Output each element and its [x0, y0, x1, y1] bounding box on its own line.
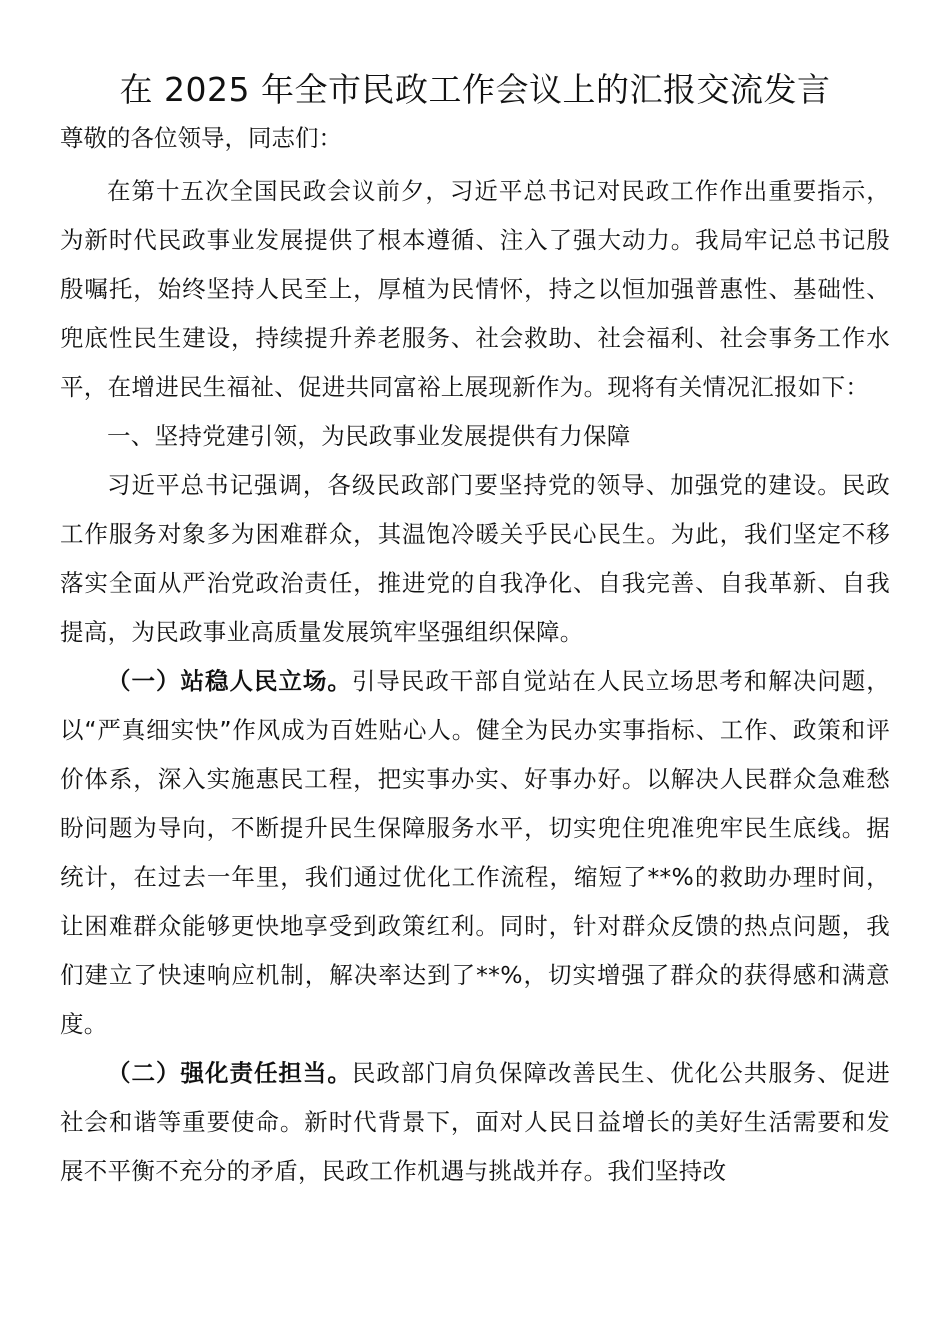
item-paragraph	[60, 657, 890, 1049]
section-paragraph: 习近平总书记强调，各级民政部门要坚持党的领导、加强党的建设。民政工作服务对象多为困难群众，其温饱冷暖关乎民心民生。为此，我们坚定不移落实全面从严治党政治责任，推进党的自我净化、自我完善、自我革新、自我提高，为民政事业高质量发展筑牢坚强组织保障。	[60, 471, 890, 646]
item-text: 引导民政干部自觉站在人民立场思考和解决问题，以“严真细实快”作风成为百姓贴心人。健全为民办实事指标、工作、政策和评价体系，深入实施惠民工程，把实事办实、好事办好。以解决人民群众急难愁盼问题为导向，不断提升民生保障服务水平，切实兜住兜准兜牢民生底线。据统计，在过去一年里，我们通过优化工作流程，缩短了**%的救助办理时间，让困难群众能够更快地享受到政策红利。同时，针对群众反馈的热点问题，我们建立了快速响应机制，解决率达到了**%，切实增强了群众的获得感和满意度。	[60, 667, 890, 1038]
item-text: 民政部门肩负保障改善民生、优化公共服务、促进社会和谐等重要使命。新时代背景下，面对人民日益增长的美好生活需要和发展不平衡不充分的矛盾，民政工作机遇与挑战并存。我们坚持改	[60, 1059, 890, 1185]
item-paragraph	[60, 1049, 890, 1196]
salutation: 尊敬的各位领导，同志们：	[60, 124, 342, 152]
document-body	[60, 167, 890, 1196]
document-title: 在 2025 年全市民政工作会议上的汇报交流发言	[119, 70, 831, 109]
intro-paragraph: 在第十五次全国民政会议前夕，习近平总书记对民政工作作出重要指示，为新时代民政事业发展提供了根本遵循、注入了强大动力。我局牢记总书记殷殷嘱托，始终坚持人民至上，厚植为民情怀，持之以恒加强普惠性、基础性、兜底性民生建设，持续提升养老服务、社会救助、社会福利、社会事务工作水平，在增进民生福祉、促进共同富裕上展现新作为。现将有关情况汇报如下：	[60, 177, 890, 401]
item-lead: （一）站稳人民立场。	[107, 667, 352, 695]
item-lead: （二）强化责任担当。	[107, 1059, 352, 1087]
section-heading: 一、坚持党建引领，为民政事业发展提供有力保障	[107, 422, 631, 450]
